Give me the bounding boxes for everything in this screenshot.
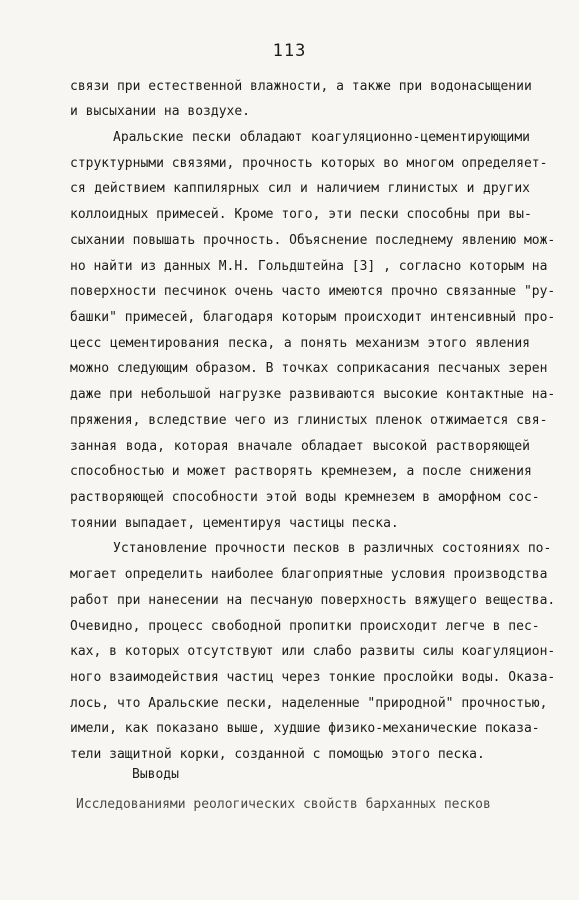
- text-line: но найти из данных М.Н. Гольдштейна [3] , согласно которым на: [70, 259, 548, 274]
- text-line: Установление прочности песков в различных состояниях по-: [113, 541, 552, 556]
- text-line: ся действием каппилярных сил и наличием глинистых и других: [70, 181, 530, 196]
- text-line: ках, в которых отсутствуют или слабо развиты силы коагуляцион-: [70, 644, 556, 659]
- text-line: работ при нанесении на песчаную поверхность вяжущего вещества.: [70, 593, 556, 608]
- text-line: тоянии выпадает, цементируя частицы песка.: [70, 516, 399, 531]
- text-line: занная вода, которая вначале обладает высокой растворяющей: [70, 439, 530, 454]
- text-line: и высыхании на воздухе.: [70, 104, 251, 119]
- page-number: 113: [272, 41, 307, 61]
- text-line: Аральские пески обладают коагуляционно-цементирующими: [113, 130, 530, 145]
- text-line: даже при небольшой нагрузке развиваются высокие контактные на-: [70, 387, 556, 402]
- text-line: имели, как показано выше, худшие физико-механические показа-: [70, 721, 540, 736]
- text-line: структурными связями, прочность которых во многом определяет-: [70, 156, 548, 171]
- text-line: растворяющей способности этой воды кремнезем в аморфном сос-: [70, 490, 540, 505]
- text-line: можно следующим образом. В точках соприкасания песчаных зерен: [70, 361, 548, 376]
- text-line: тели защитной корки, созданной с помощью этого песка.: [70, 747, 485, 762]
- text-line: могает определить наиболее благоприятные условия производства: [70, 567, 548, 582]
- text-line: поверхности песчинок очень часто имеются прочно связанные "ру-: [70, 284, 556, 299]
- text-line: способностью и может растворять кремнезем, а после снижения: [70, 464, 532, 479]
- text-line: коллоидных примесей. Кроме того, эти пески способны при вы-: [70, 207, 532, 222]
- text-line: пряжения, вследствие чего из глинистых пленок отжимается свя-: [70, 413, 548, 428]
- text-line: Исследованиями реологических свойств барханных песков: [76, 797, 491, 812]
- text-line: цесс цементирования песка, а понять механизм этого явления: [70, 336, 530, 351]
- text-line: сыхании повышать прочность. Объяснение последнему явлению мож-: [70, 233, 556, 248]
- section-heading: Выводы: [132, 767, 179, 782]
- text-line: лось, что Аральские пески, наделенные "природной" прочностью,: [70, 696, 548, 711]
- text-line: Очевидно, процесс свободной пропитки происходит легче в пес-: [70, 619, 540, 634]
- text-line: связи при естественной влажности, а также при водонасыщении: [70, 79, 532, 94]
- text-line: ного взаимодействия частиц через тонкие прослойки воды. Оказа-: [70, 670, 556, 685]
- text-line: башки" примесей, благодаря которым происходит интенсивный про-: [70, 310, 556, 325]
